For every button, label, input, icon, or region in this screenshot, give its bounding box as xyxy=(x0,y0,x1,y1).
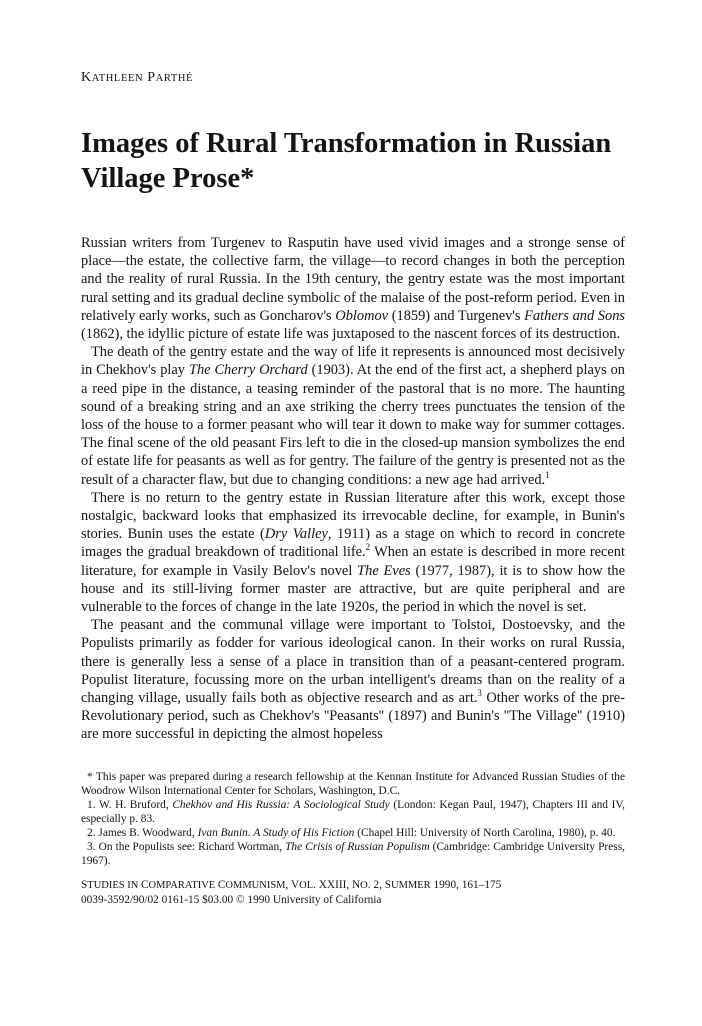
journal-citation: STUDIES IN COMPARATIVE COMMUNISM, VOL. XXIII, NO. 2, SUMMER 1990, 161–175 xyxy=(81,879,502,891)
footnote-ref-1: 1 xyxy=(545,469,550,480)
footnotes xyxy=(81,770,625,868)
paragraph-4: The peasant and the communal village were important to Tolstoi, Dostoevsky, and the Populists primarily as fodder for various ideological canon. In their works on rural Russia, there is generally less a sense of a place in transition than of a peasant-centered program. Populist literature, focussing more on the urban intelligent's dreams than on the reality of a changing village, usually fails both as objective research and as art.$^3$ Other works of the pre-Revolutionary period, such as Chekhov's ''Peasants'' (1897) and Bunin's ''The Village'' (1910) are more successful in depicting the almost hopeless xyxy=(81,617,625,743)
paragraph-3: There is no return to the gentry estate in Russian literature after this work, except those nostalgic, backward looks that emphasized its irrevocable decline, for example, in Bunin's stories. Bunin uses the estate (Dry Valley, 1911) as a stage on which to record in concrete images the gradual breakdown of traditional life.$^2$ When an estate is described in more recent literature, for example in Vasily Belov's novel The Eves (1977, 1987), it is to show how the house and its still-living former master are attractive, but are quite peripheral and are vulnerable to the forces of change in the late 1920s, the period in which the novel is set. xyxy=(81,489,626,616)
journal-info xyxy=(81,878,625,908)
paragraph-1: Russian writers from Turgenev to Rasputin have used vivid images and a stronge sense of place—the estate, the collective farm, the village—to record changes in both the perception and the reality of rural Russia. In the 19th century, the gentry estate was the most important rural setting and its gradual decline symbolic of the malaise of the post-reform period. Even in relatively early works, such as Goncharov's Oblomov (1859) and Turgenev's Fathers and Sons (1862), the idyllic picture of estate life was juxtaposed to the nascent forces of its destruction. xyxy=(81,235,625,343)
paragraph-2: The death of the gentry estate and the way of life it represents is announced most decisively in Chekhov's play The Cherry Orchard (1903). At the end of the first act, a shepherd plays on a reed pipe in the distance, a teasing reminder of the pastoral that is no more. The haunting sound of a breaking string and an axe striking the cherry trees punctuates the tension of the loss of the house to a former peasant who will tear it down to make way for summer cottages. The final scene of the old peasant Firs left to die in the closed-up mansion symbolizes the end of estate life for peasants as well as for gentry. The failure of the gentry is presented not as the result of a character flaw, but due to changing conditions: a new age had arrived.$^1$ xyxy=(81,344,625,488)
footnote-ref-2: 2 xyxy=(365,542,371,553)
footnote-star: * This paper was prepared during a research fellowship at the Kennan Institute for Advanced Russian Studies of the Woodrow Wilson International Center for Scholars, Washington, D.C. xyxy=(81,771,625,797)
footnote-1: 1. W. H. Bruford, Chekhov and His Russia: A Sociological Study (London: Kegan Paul, 1947), Chapters III and IV, especially p. 83. xyxy=(81,799,625,825)
footnote-3: 3. On the Populists see: Richard Wortman, The Crisis of Russian Populism (Cambridge: Cambridge University Press, 1967). xyxy=(81,841,625,867)
author-name: KATHLEEN PARTHÉ xyxy=(81,70,194,85)
article-body xyxy=(81,234,625,744)
article-title: Images of Rural Transformation in Russian Village Prose* xyxy=(81,128,612,194)
footnote-ref-3: 3 xyxy=(477,688,482,699)
copyright-line: 0039-3592/90/02 0161-15 $03.00 © 1990 University of California xyxy=(81,894,382,906)
footnote-2: 2. James B. Woodward, Ivan Bunin. A Study of His Fiction (Chapel Hill: University of North Carolina, 1980), p. 40. xyxy=(87,827,616,839)
